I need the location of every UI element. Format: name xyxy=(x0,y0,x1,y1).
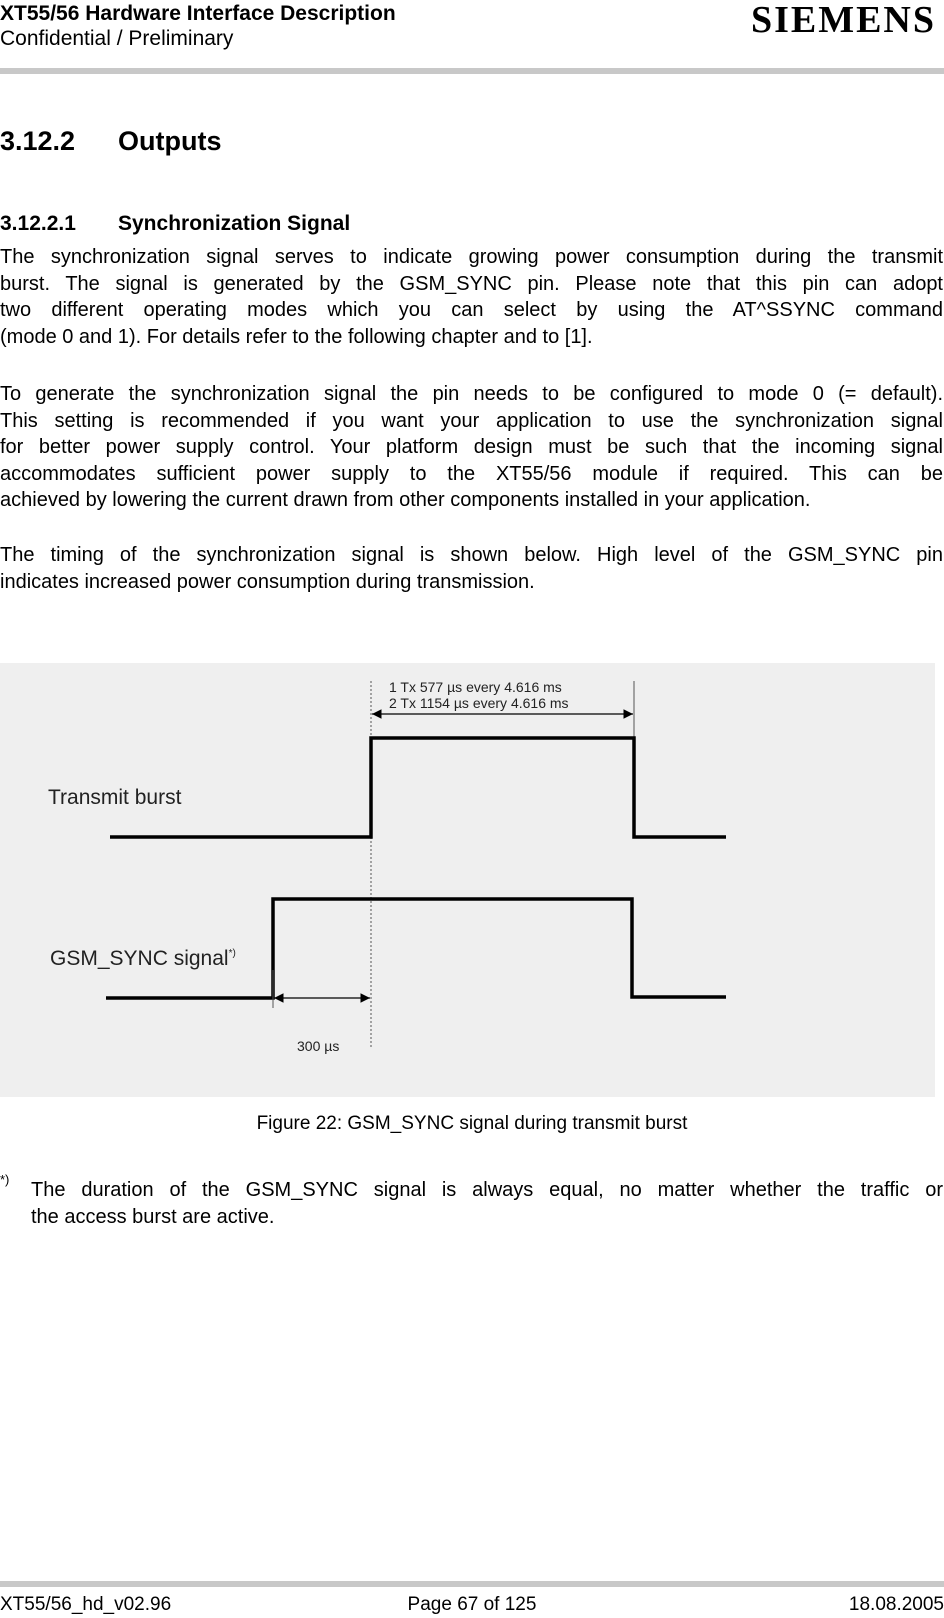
paragraph-configuration xyxy=(0,381,943,514)
burst-timing-line-2: 2 Tx 1154 µs every 4.616 ms xyxy=(389,695,569,711)
text-line: The timing of the synchronization signal is shown below. High level of the GSM_SYNC pin xyxy=(0,544,943,566)
subsection-title: Synchronization Signal xyxy=(118,212,351,235)
text-line: accommodates sufficient power supply to the XT55/56 module if required. This can be xyxy=(0,462,943,485)
footer-rule xyxy=(0,1581,944,1587)
text-line: the access burst are active. xyxy=(31,1206,275,1228)
text-line: (mode 0 and 1). For details refer to the following chapter and to [1]. xyxy=(0,325,593,348)
gsm-sync-label xyxy=(50,947,236,970)
footnote-text xyxy=(31,1177,943,1231)
text-line: for better power supply control. Your platform design must be such that the incoming signal xyxy=(0,436,943,458)
transmit-burst-waveform xyxy=(110,738,726,837)
footer-doc-id: XT55/56_hd_v02.96 xyxy=(0,1594,172,1615)
subsection-heading xyxy=(0,212,350,236)
lead-time-label: 300 µs xyxy=(297,1038,340,1054)
timing-diagram xyxy=(0,663,935,1097)
burst-timing-line-1: 1 Tx 577 µs every 4.616 ms xyxy=(389,679,562,695)
paragraph-timing xyxy=(0,542,943,595)
gsm-sync-label-text: GSM_SYNC signal xyxy=(50,947,229,970)
header-rule xyxy=(0,68,944,74)
document-title: XT55/56 Hardware Interface Description xyxy=(0,2,396,25)
footer-date: 18.08.2005 xyxy=(848,1594,944,1615)
text-line: To generate the synchronization signal the pin needs to be configured to mode 0 (= default). xyxy=(0,383,943,405)
section-number: 3.12.2 xyxy=(0,126,76,156)
transmit-burst-label: Transmit burst xyxy=(48,786,182,809)
text-line: two different operating modes which you can select by using the AT^SSYNC command xyxy=(0,299,943,321)
text-line: burst. The signal is generated by the GSM_SYNC pin. Please note that this pin can adopt xyxy=(0,272,943,295)
subsection-number: 3.12.2.1 xyxy=(0,212,76,235)
text-line: achieved by lowering the current drawn from other components installed in your application. xyxy=(0,489,811,511)
gsm-sync-label-mark: *) xyxy=(228,948,236,959)
text-line: indicates increased power consumption during transmission. xyxy=(0,570,535,593)
section-heading xyxy=(0,126,221,157)
text-line: The duration of the GSM_SYNC signal is always equal, no matter whether the traffic or xyxy=(31,1179,943,1201)
figure-caption: Figure 22: GSM_SYNC signal during transmit burst xyxy=(256,1113,688,1134)
siemens-logo: SIEMENS xyxy=(750,0,936,41)
document-status: Confidential / Preliminary xyxy=(0,27,234,50)
footer-page-number: Page 67 of 125 xyxy=(407,1594,537,1615)
footnote-mark: *) xyxy=(0,1172,10,1187)
text-line: This setting is recommended if you want your application to use the synchronization signal xyxy=(0,409,943,432)
text-line: The synchronization signal serves to indicate growing power consumption during the transmit xyxy=(0,246,943,268)
paragraph-intro xyxy=(0,244,943,350)
section-title: Outputs xyxy=(118,126,222,156)
